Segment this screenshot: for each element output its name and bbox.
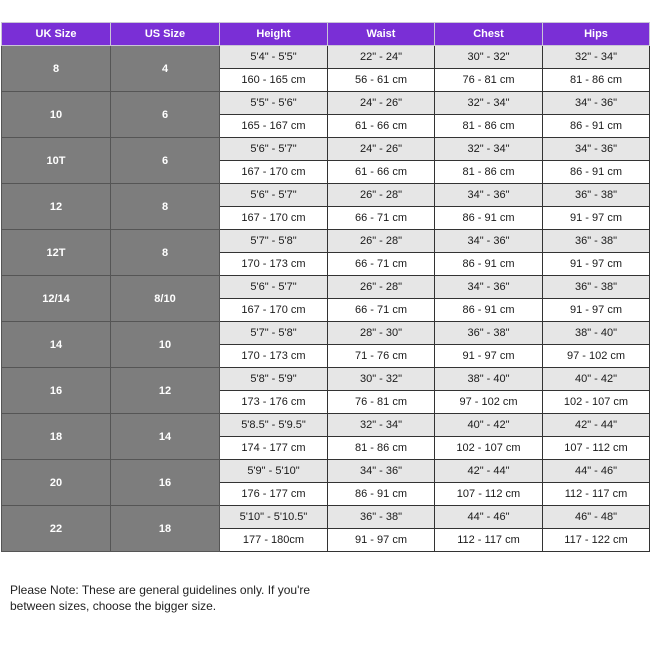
us-size-cell: 6: [111, 138, 220, 184]
us-size-cell: 18: [111, 506, 220, 552]
hips-imperial-cell: 46" - 48": [543, 506, 650, 529]
us-size-cell: 10: [111, 322, 220, 368]
waist-imperial-cell: 22" - 24": [328, 46, 435, 69]
chest-metric-cell: 86 - 91 cm: [435, 299, 543, 322]
height-imperial-cell: 5'5" - 5'6": [220, 92, 328, 115]
height-metric-cell: 177 - 180cm: [220, 529, 328, 552]
note-line-1: Please Note: These are general guidelines only. If you're: [10, 583, 311, 597]
header-row: [2, 23, 650, 46]
uk-size-cell: 12T: [2, 230, 111, 276]
waist-metric-cell: 56 - 61 cm: [328, 69, 435, 92]
waist-imperial-cell: 34" - 36": [328, 460, 435, 483]
us-size-cell: 4: [111, 46, 220, 92]
chest-imperial-cell: 38" - 40": [435, 368, 543, 391]
us-size-cell: 12: [111, 368, 220, 414]
uk-size-cell: 12/14: [2, 276, 111, 322]
uk-size-cell: 18: [2, 414, 111, 460]
us-size-cell: 8: [111, 230, 220, 276]
header-hips: Hips: [543, 23, 650, 46]
table-row: [2, 230, 650, 253]
waist-metric-cell: 86 - 91 cm: [328, 483, 435, 506]
header-us-size: US Size: [111, 23, 220, 46]
table-row: [2, 276, 650, 299]
table-row: [2, 184, 650, 207]
hips-imperial-cell: 36" - 38": [543, 184, 650, 207]
header-chest: Chest: [435, 23, 543, 46]
waist-metric-cell: 81 - 86 cm: [328, 437, 435, 460]
header-uk-size: UK Size: [2, 23, 111, 46]
hips-imperial-cell: 36" - 38": [543, 276, 650, 299]
hips-imperial-cell: 34" - 36": [543, 92, 650, 115]
hips-imperial-cell: 32" - 34": [543, 46, 650, 69]
height-imperial-cell: 5'7" - 5'8": [220, 322, 328, 345]
uk-size-cell: 22: [2, 506, 111, 552]
waist-imperial-cell: 26" - 28": [328, 184, 435, 207]
uk-size-cell: 10: [2, 92, 111, 138]
size-table-body: [2, 46, 650, 552]
chest-metric-cell: 107 - 112 cm: [435, 483, 543, 506]
chest-imperial-cell: 32" - 34": [435, 138, 543, 161]
hips-imperial-cell: 36" - 38": [543, 230, 650, 253]
waist-metric-cell: 71 - 76 cm: [328, 345, 435, 368]
chest-metric-cell: 112 - 117 cm: [435, 529, 543, 552]
height-imperial-cell: 5'10" - 5'10.5": [220, 506, 328, 529]
hips-metric-cell: 81 - 86 cm: [543, 69, 650, 92]
hips-metric-cell: 112 - 117 cm: [543, 483, 650, 506]
table-row: [2, 506, 650, 529]
height-imperial-cell: 5'8" - 5'9": [220, 368, 328, 391]
height-metric-cell: 160 - 165 cm: [220, 69, 328, 92]
hips-metric-cell: 91 - 97 cm: [543, 253, 650, 276]
hips-metric-cell: 102 - 107 cm: [543, 391, 650, 414]
waist-imperial-cell: 32" - 34": [328, 414, 435, 437]
note-line-2: between sizes, choose the bigger size.: [10, 599, 217, 613]
height-imperial-cell: 5'8.5" - 5'9.5": [220, 414, 328, 437]
uk-size-cell: 12: [2, 184, 111, 230]
us-size-cell: 8: [111, 184, 220, 230]
chest-imperial-cell: 36" - 38": [435, 322, 543, 345]
waist-metric-cell: 91 - 97 cm: [328, 529, 435, 552]
chest-metric-cell: 86 - 91 cm: [435, 207, 543, 230]
height-metric-cell: 167 - 170 cm: [220, 299, 328, 322]
header-height: Height: [220, 23, 328, 46]
waist-metric-cell: 66 - 71 cm: [328, 253, 435, 276]
chest-metric-cell: 76 - 81 cm: [435, 69, 543, 92]
hips-metric-cell: 117 - 122 cm: [543, 529, 650, 552]
chest-imperial-cell: 34" - 36": [435, 184, 543, 207]
waist-metric-cell: 76 - 81 cm: [328, 391, 435, 414]
chest-imperial-cell: 30" - 32": [435, 46, 543, 69]
uk-size-cell: 14: [2, 322, 111, 368]
height-metric-cell: 173 - 176 cm: [220, 391, 328, 414]
height-metric-cell: 174 - 177 cm: [220, 437, 328, 460]
waist-imperial-cell: 24" - 26": [328, 92, 435, 115]
height-imperial-cell: 5'7" - 5'8": [220, 230, 328, 253]
table-row: [2, 46, 650, 69]
waist-imperial-cell: 28" - 30": [328, 322, 435, 345]
us-size-cell: 8/10: [111, 276, 220, 322]
hips-imperial-cell: 34" - 36": [543, 138, 650, 161]
height-imperial-cell: 5'4" - 5'5": [220, 46, 328, 69]
chest-metric-cell: 81 - 86 cm: [435, 115, 543, 138]
size-chart-table: [1, 22, 650, 552]
chest-metric-cell: 97 - 102 cm: [435, 391, 543, 414]
height-metric-cell: 167 - 170 cm: [220, 207, 328, 230]
uk-size-cell: 10T: [2, 138, 111, 184]
chest-metric-cell: 81 - 86 cm: [435, 161, 543, 184]
table-row: [2, 368, 650, 391]
hips-imperial-cell: 38" - 40": [543, 322, 650, 345]
us-size-cell: 14: [111, 414, 220, 460]
chest-imperial-cell: 32" - 34": [435, 92, 543, 115]
height-metric-cell: 170 - 173 cm: [220, 345, 328, 368]
waist-metric-cell: 61 - 66 cm: [328, 161, 435, 184]
chest-imperial-cell: 42" - 44": [435, 460, 543, 483]
height-metric-cell: 167 - 170 cm: [220, 161, 328, 184]
table-row: [2, 414, 650, 437]
us-size-cell: 6: [111, 92, 220, 138]
chest-imperial-cell: 34" - 36": [435, 276, 543, 299]
chest-metric-cell: 91 - 97 cm: [435, 345, 543, 368]
hips-metric-cell: 97 - 102 cm: [543, 345, 650, 368]
waist-imperial-cell: 30" - 32": [328, 368, 435, 391]
us-size-cell: 16: [111, 460, 220, 506]
hips-imperial-cell: 44" - 46": [543, 460, 650, 483]
height-imperial-cell: 5'6" - 5'7": [220, 184, 328, 207]
uk-size-cell: 20: [2, 460, 111, 506]
chest-imperial-cell: 34" - 36": [435, 230, 543, 253]
height-imperial-cell: 5'6" - 5'7": [220, 276, 328, 299]
waist-metric-cell: 66 - 71 cm: [328, 299, 435, 322]
hips-metric-cell: 107 - 112 cm: [543, 437, 650, 460]
height-metric-cell: 176 - 177 cm: [220, 483, 328, 506]
waist-imperial-cell: 36" - 38": [328, 506, 435, 529]
hips-imperial-cell: 42" - 44": [543, 414, 650, 437]
height-imperial-cell: 5'6" - 5'7": [220, 138, 328, 161]
height-metric-cell: 170 - 173 cm: [220, 253, 328, 276]
waist-metric-cell: 66 - 71 cm: [328, 207, 435, 230]
table-row: [2, 322, 650, 345]
table-row: [2, 460, 650, 483]
height-imperial-cell: 5'9" - 5'10": [220, 460, 328, 483]
header-waist: Waist: [328, 23, 435, 46]
waist-imperial-cell: 24" - 26": [328, 138, 435, 161]
table-row: [2, 138, 650, 161]
height-metric-cell: 165 - 167 cm: [220, 115, 328, 138]
waist-metric-cell: 61 - 66 cm: [328, 115, 435, 138]
waist-imperial-cell: 26" - 28": [328, 276, 435, 299]
hips-metric-cell: 86 - 91 cm: [543, 161, 650, 184]
hips-metric-cell: 91 - 97 cm: [543, 207, 650, 230]
chest-metric-cell: 86 - 91 cm: [435, 253, 543, 276]
hips-imperial-cell: 40" - 42": [543, 368, 650, 391]
uk-size-cell: 16: [2, 368, 111, 414]
guidelines-note: [10, 582, 310, 614]
chest-imperial-cell: 44" - 46": [435, 506, 543, 529]
chest-metric-cell: 102 - 107 cm: [435, 437, 543, 460]
waist-imperial-cell: 26" - 28": [328, 230, 435, 253]
hips-metric-cell: 91 - 97 cm: [543, 299, 650, 322]
uk-size-cell: 8: [2, 46, 111, 92]
chest-imperial-cell: 40" - 42": [435, 414, 543, 437]
table-row: [2, 92, 650, 115]
hips-metric-cell: 86 - 91 cm: [543, 115, 650, 138]
